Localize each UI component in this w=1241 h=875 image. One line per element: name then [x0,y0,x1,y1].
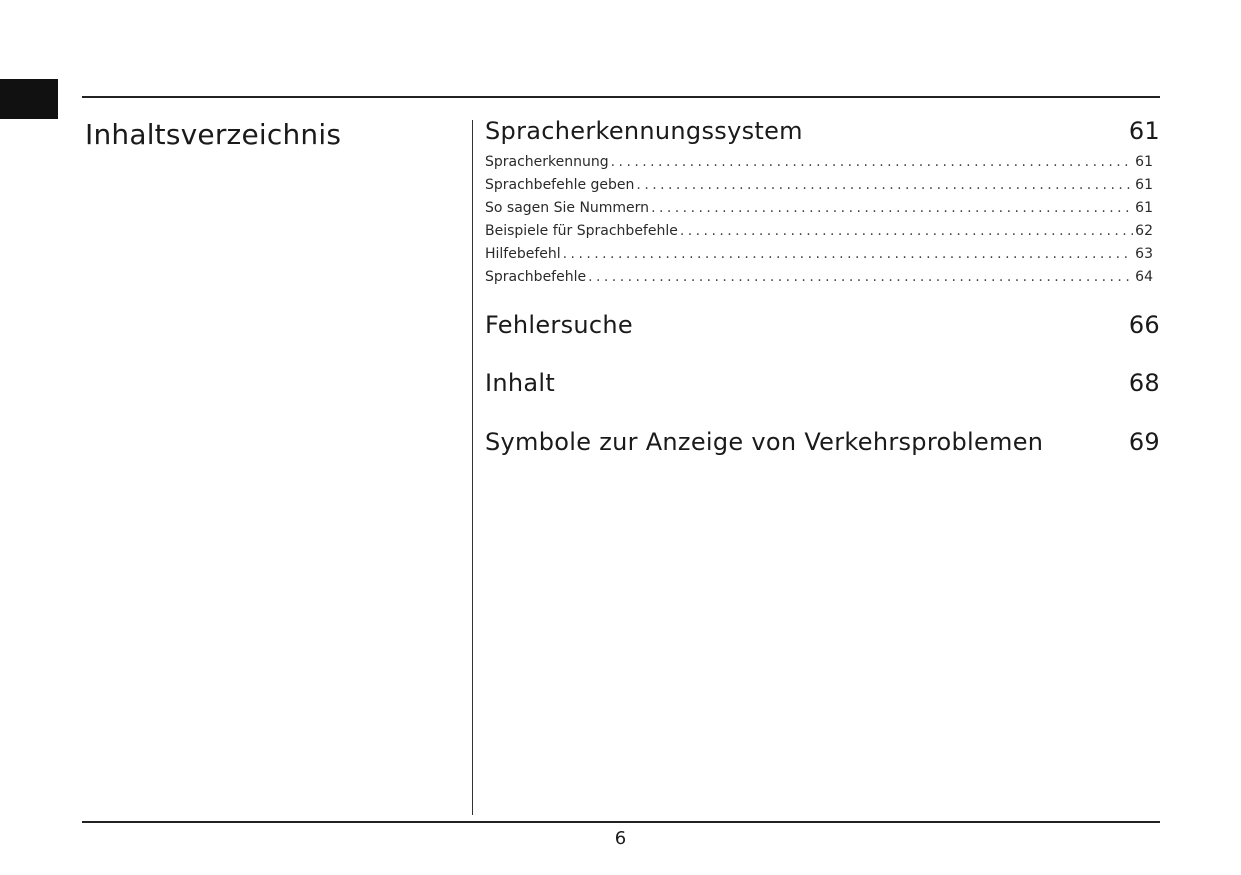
entry-label: Beispiele für Sprachbefehle [485,223,678,239]
top-rule [82,96,1160,98]
entry-page: 63 [1135,246,1153,262]
section-entries [485,151,1153,289]
toc-entry[interactable] [485,266,1153,289]
dot-leader [588,266,1133,289]
entry-page: 61 [1135,200,1153,216]
section-heading [485,117,1160,145]
toc-entry[interactable] [485,220,1153,243]
section-page: 66 [1128,311,1160,339]
section-title: Spracherkennungssystem [485,117,803,145]
column-divider [472,120,473,815]
toc-entry[interactable] [485,243,1153,266]
section-title: Inhalt [485,369,556,397]
dot-leader [680,220,1133,243]
bottom-rule [82,821,1160,823]
section-title: Fehlersuche [485,311,633,339]
section-page: 61 [1128,117,1160,145]
entry-label: Sprachbefehle [485,269,587,285]
entry-label: So sagen Sie Nummern [485,200,650,216]
entry-page: 62 [1135,223,1153,239]
entry-page: 61 [1135,177,1153,193]
dot-leader [563,243,1134,266]
dot-leader [651,197,1133,220]
toc-entry[interactable] [485,174,1153,197]
entry-label: Sprachbefehle geben [485,177,635,193]
entry-page: 61 [1135,154,1153,170]
page-title: Inhaltsverzeichnis [85,118,342,151]
toc-entry[interactable] [485,151,1153,174]
toc-section-spracherkennungssystem[interactable] [485,117,1160,289]
toc-section-fehlersuche[interactable] [485,311,1160,339]
toc-section-inhalt[interactable] [485,369,1160,397]
footer-page-number: 6 [614,828,627,849]
dot-leader [611,151,1134,174]
dot-leader [636,174,1133,197]
chapter-tab-marker [0,79,58,119]
section-title: Symbole zur Anzeige von Verkehrsproblemen [485,428,1044,456]
entry-label: Hilfebefehl [485,246,561,262]
entry-label: Spracherkennung [485,154,609,170]
section-heading [485,369,1160,397]
section-page: 69 [1128,428,1160,456]
toc-section-symbole[interactable] [485,428,1160,456]
toc-entry[interactable] [485,197,1153,220]
section-heading [485,311,1160,339]
section-page: 68 [1128,369,1160,397]
entry-page: 64 [1135,269,1153,285]
section-heading [485,428,1160,456]
